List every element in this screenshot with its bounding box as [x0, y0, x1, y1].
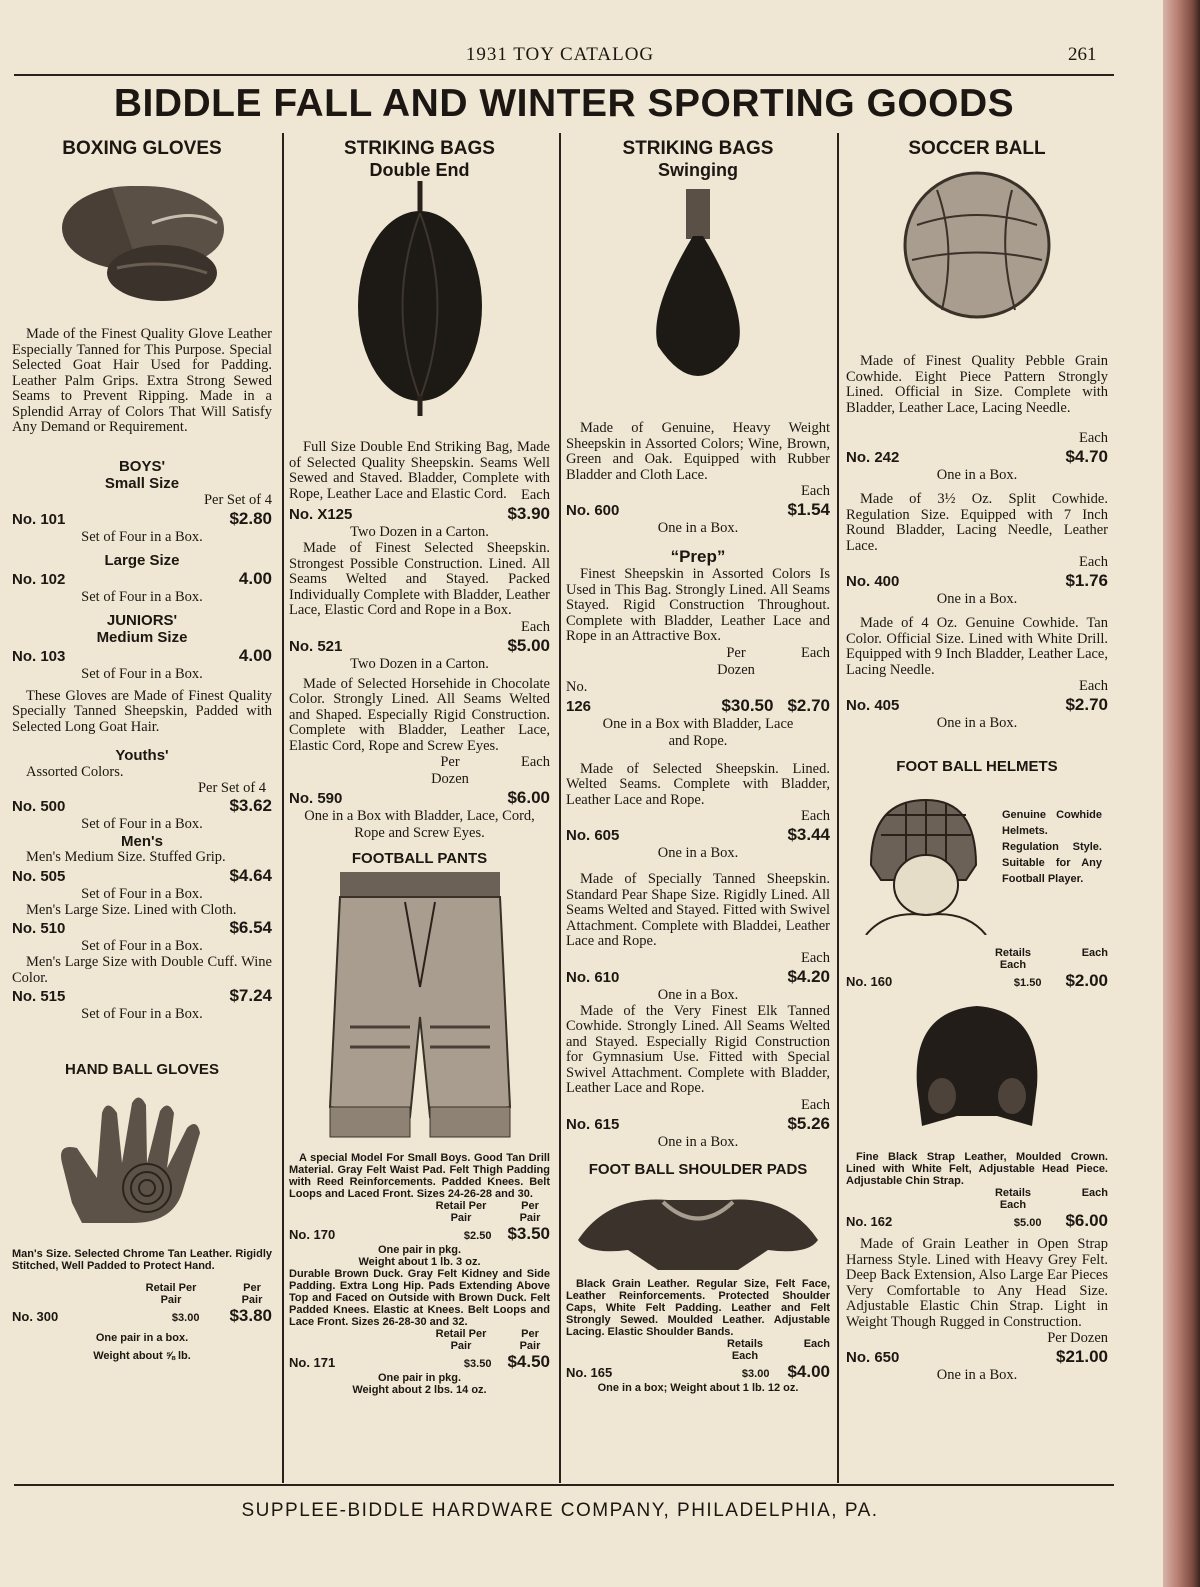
- retail-label: Retails Each: [994, 947, 1032, 971]
- section-subheading: Double End: [369, 160, 470, 180]
- mens-heading: Men's: [121, 833, 163, 850]
- item-row-405: [846, 695, 1108, 715]
- each-label: Each: [801, 949, 830, 966]
- each-label: Each: [1079, 678, 1108, 694]
- each-label: Each: [801, 644, 830, 661]
- assorted-colors: Assorted Colors.: [26, 764, 124, 780]
- retail-price: $1.50: [1013, 977, 1042, 989]
- item-price: $6.00: [1065, 1211, 1108, 1230]
- item-price: $21.00: [1056, 1347, 1108, 1366]
- header-rule: [14, 74, 1114, 76]
- item-desc: Made of the Very Finest Elk Tanned Cowhide. Strongly Lined. All Seams Welted and Stayed. Especially Rigid Construction for Gymnasium Use. Fitted with Special Swivel Attachment. Complete with Bladder, Leather Lace and Rope.: [566, 1002, 830, 1096]
- soccer-ball-image: [846, 160, 1108, 330]
- item-price: $5.00: [507, 635, 550, 655]
- section-heading: FOOT BALL SHOULDER PADS: [588, 1160, 808, 1178]
- price-headings: [846, 1187, 1108, 1211]
- each-label: Each: [801, 483, 830, 499]
- price-headings: [289, 754, 550, 788]
- item-price: $4.00: [787, 1361, 830, 1381]
- item-row-615: [566, 1114, 830, 1134]
- each-label: Each: [801, 808, 830, 824]
- item-row-650: [846, 1347, 1108, 1367]
- section-heading: SOCCER BALL: [908, 138, 1046, 159]
- item-number: No. 300: [12, 1309, 59, 1324]
- section-heading: STRIKING BAGS: [622, 138, 774, 159]
- item-note: Weight about 1 lb. 3 oz.: [358, 1256, 481, 1268]
- item-note: One in a Box.: [657, 986, 739, 1003]
- item-number: No. 600: [566, 502, 620, 519]
- item-note: One in a Box with Bladder, Lace, Cord, Rope and Screw Eyes.: [304, 808, 535, 841]
- item-desc: Made of Specially Tanned Sheepskin. Standard Pear Shape Size. Rigidly Lined. All Seams Welted and Stayed. Fitted with Swivel Attachment. Complete with Bladdei, Leather Lace and Rope.: [566, 871, 830, 949]
- item-note: Set of Four in a Box.: [81, 665, 203, 682]
- column-divider: [282, 133, 284, 1483]
- item-desc: Made of Selected Sheepskin. Lined. Welted Seams. Complete with Bladder, Leather Lace and Rope.: [566, 760, 830, 808]
- item-note: One in a Box.: [936, 591, 1018, 607]
- item-number: No. 515: [12, 988, 66, 1005]
- each-label: Each: [1079, 430, 1108, 446]
- swinging-bag-image: [566, 181, 830, 381]
- section-heading: STRIKING BAGS: [344, 138, 495, 159]
- helmet-desc: Genuine Cowhide Helmets. Regulation Style. Suitable for Any Football Player.: [1002, 809, 1102, 885]
- item-price: $1.76: [1065, 571, 1108, 590]
- item-price: $1.54: [787, 500, 830, 519]
- item-row-510: [12, 918, 272, 938]
- youths-heading: Youths': [115, 747, 169, 764]
- book-binding-edge: [1163, 0, 1200, 1587]
- shoulder-pads-desc: Black Grain Leather. Regular Size, Felt Face, Leather Reinforcements. Protected Shoulder Caps, White Felt Padding. Leather and Felt Strongly Sewed. Moulded Leather. Adjustable Lacing. Elastic Shoulder Bands.: [566, 1277, 830, 1338]
- item-number: 126: [566, 697, 592, 715]
- item-note: One in a Box.: [657, 1133, 739, 1150]
- item-number: No. 615: [566, 1115, 620, 1133]
- item-desc: Fine Black Strap Leather, Moulded Crown. Lined with White Felt, Adjustable Head Piece. Adjustable Chin Strap.: [846, 1151, 1108, 1187]
- item-row-126: [566, 696, 830, 716]
- item-number: No. 650: [846, 1349, 900, 1366]
- retail-label: Retail Per Pair: [435, 1328, 487, 1352]
- item-price: $7.24: [229, 986, 272, 1005]
- each-label: Each: [521, 754, 550, 770]
- boxing-gloves-desc: Made of the Finest Quality Glove Leather Especially Tanned for This Purpose. Special Selected Goat Hair Used for Padding. Leather Palm Grips. Extra Strong Sewed Seams to Prevent Ripping. Made in a Splendid Array of Colors That Will Satisfy Any Demand or Requirement.: [12, 326, 272, 435]
- item-number: No. 400: [846, 573, 900, 590]
- item-row-600: [566, 500, 830, 520]
- each-label: Each: [801, 1096, 830, 1113]
- price-headings: [289, 1200, 550, 1224]
- item-price: $3.80: [229, 1306, 272, 1325]
- section-heading: FOOT BALL HELMETS: [896, 758, 1058, 775]
- pants-desc: A special Model For Small Boys. Good Tan Drill Material. Gray Felt Waist Pad. Felt Thigh Padding with Reed Reinforcements. Padded Knees. Belt Loops and Laced Front. Sizes 24-26-28 and 30.: [289, 1152, 550, 1200]
- item-price: $2.70: [787, 695, 830, 715]
- price-headings: [566, 1338, 830, 1362]
- item-number: No. 610: [566, 968, 620, 986]
- retail-price: $3.00: [171, 1312, 200, 1324]
- item-price: $2.80: [229, 508, 272, 528]
- column-striking-bags-double: [289, 138, 550, 1396]
- per-dozen-label: Per Dozen: [1047, 1330, 1108, 1346]
- item-number: No. 510: [12, 920, 66, 937]
- item-price: $4.64: [229, 865, 272, 885]
- retail-label: Retail Per Pair: [145, 1282, 197, 1306]
- item-row-610: [566, 967, 830, 987]
- item-row-x125: [289, 504, 550, 524]
- item-price: 4.00: [238, 568, 272, 588]
- juniors-desc: These Gloves are Made of Finest Quality Specially Tanned Sheepskin, Padded with Selected Long Goat Hair.: [12, 687, 272, 735]
- item-number: No. 160: [846, 974, 893, 989]
- item-row-101: [12, 509, 272, 529]
- item-row-160: [846, 971, 1108, 991]
- item-note: One pair in a box.: [95, 1332, 189, 1344]
- item-price: $3.62: [229, 796, 272, 815]
- item-row-515: [12, 986, 272, 1006]
- item-note: Two Dozen in a Carton.: [350, 655, 489, 672]
- footer-rule: [14, 1484, 1114, 1486]
- item-price: $2.00: [1065, 971, 1108, 990]
- item-number: No. 500: [12, 798, 66, 815]
- helmet-block: [846, 785, 1108, 935]
- item-price: $5.26: [787, 1113, 830, 1133]
- page-title: BIDDLE FALL AND WINTER SPORTING GOODS: [113, 82, 1015, 125]
- per-dozen-label: Per Dozen: [717, 644, 755, 678]
- price-headings: [846, 947, 1108, 971]
- per-label: Per Pair: [241, 1282, 263, 1306]
- item-row-505: [12, 866, 272, 886]
- item-desc: Made of Selected Horsehide in Chocolate Color. Strongly Lined. All Seams Welted and Shaped. Especially Rigid Construction. Complete with Bladder, Leather Lace, Elastic Cord, Rope and Screw Eyes.: [289, 675, 550, 754]
- item-price: $4.70: [1065, 447, 1108, 466]
- per-label: Per Pair: [519, 1200, 541, 1224]
- boxing-gloves-image: [12, 160, 272, 315]
- item-number: No. 162: [846, 1214, 893, 1229]
- item-desc: Men's Large Size with Double Cuff. Wine Color.: [12, 954, 272, 986]
- section-heading: BOXING GLOVES: [62, 138, 222, 159]
- item-row-521: [289, 636, 550, 656]
- item-note: Set of Four in a Box.: [81, 528, 203, 545]
- item-number: No. 605: [566, 827, 620, 844]
- soccer-desc: Made of Finest Quality Pebble Grain Cowhide. Eight Piece Pattern Strongly Lined. Official in Size. Complete with Bladder, Leather Lace, Lacing Needle.: [846, 353, 1108, 416]
- item-note: One in a Box.: [936, 715, 1018, 731]
- column-striking-bags-swinging: [566, 138, 830, 1394]
- item-note: One pair in pkg.: [377, 1372, 462, 1384]
- prep-desc: Finest Sheepskin in Assorted Colors Is Used in This Bag. Strongly Lined. All Seams Stayed. Rigid Construction Throughout. Complete with Bladder, Leather Lace and Rope in an Attractive Box.: [566, 566, 830, 644]
- item-price: $3.44: [787, 825, 830, 844]
- item-number: No. 165: [566, 1364, 613, 1380]
- swinging-desc: Made of Genuine, Heavy Weight Sheepskin in Assorted Colors; Wine, Brown, Green and Oak. Equipped with Rubber Bladder and Cloth Lace.: [566, 420, 830, 483]
- each-label: Each: [521, 487, 550, 503]
- item-number: No. 170: [289, 1227, 336, 1242]
- item-row-170: [289, 1224, 550, 1244]
- hand-ball-desc: Man's Size. Selected Chrome Tan Leather. Rigidly Stitched, Well Padded to Protect Hand.: [12, 1248, 272, 1272]
- item-price: $3.50: [507, 1224, 550, 1243]
- item-row-165: [566, 1362, 830, 1382]
- item-number: No. 102: [12, 570, 66, 588]
- item-row-400: [846, 571, 1108, 591]
- each-label: Each: [1081, 1187, 1108, 1199]
- item-number: No. 505: [12, 867, 66, 885]
- running-head: 1931 TOY CATALOG: [465, 44, 655, 65]
- double-end-desc: Full Size Double End Striking Bag, Made of Selected Quality Sheepskin. Seams Well Sewed and Staved. Bladder, Complete with Rope, Leather Lace and Elastic Cord.: [289, 439, 550, 502]
- item-row-102: [12, 569, 272, 589]
- item-note: One in a Box with Bladder, Lace and Rope.: [602, 715, 794, 749]
- pants-desc: Durable Brown Duck. Gray Felt Kidney and Side Padding. Extra Long Hip. Pads Extending Above Top and Faced on Outside with Brown Duck. Felt Padded Knees. Elastic at Knees. Belt Loops and Lace Front. Sizes 26-28-30 and 32.: [289, 1268, 550, 1328]
- helmet-boy-image: [846, 785, 996, 935]
- per-label: Per Pair: [519, 1328, 541, 1352]
- per-set-label: Per Set of 4: [203, 491, 272, 508]
- item-row-500: [12, 796, 272, 816]
- item-desc: Made of Grain Leather in Open Strap Harness Style. Lined with Heavy Grey Felt. Deep Back Extension, Also Large Ear Pieces Very Comfortable to Any Head Size. Adjustable Elastic Chin Strap. Light in Weight Though Rugged in Construction.: [846, 1236, 1108, 1330]
- item-note: Weight about 2 lbs. 14 oz.: [352, 1384, 487, 1396]
- item-note: One in a box; Weight about 1 lb. 12 oz.: [597, 1381, 799, 1394]
- item-desc: Made of 3½ Oz. Split Cowhide. Regulation Size. Equipped with 7 Inch Round Bladder, Lacing Needle, Leather Lace.: [846, 491, 1108, 554]
- retail-price: $3.00: [741, 1367, 770, 1380]
- column-soccer-ball: [846, 138, 1108, 1384]
- football-pants-image: [289, 867, 550, 1152]
- no-label: No.: [566, 678, 588, 695]
- each-label: Each: [521, 618, 550, 635]
- boys-heading: BOYS': [118, 457, 166, 475]
- section-heading: HAND BALL GLOVES: [65, 1061, 219, 1078]
- item-note: Set of Four in a Box.: [81, 588, 203, 605]
- price-headings: [566, 645, 830, 679]
- item-number: No. 521: [289, 637, 343, 655]
- item-note: Set of Four in a Box.: [81, 938, 203, 954]
- item-desc: Made of 4 Oz. Genuine Cowhide. Tan Color. Official Size. Lined with White Drill. Equipped with 9 Inch Bladder, Leather Lace, Lacing Needle.: [846, 615, 1108, 678]
- item-note: Set of Four in a Box.: [81, 816, 203, 832]
- item-row-300: [12, 1306, 272, 1326]
- item-number: No. 405: [846, 697, 900, 714]
- item-desc: Men's Medium Size. Stuffed Grip.: [26, 849, 226, 865]
- section-subheading: Swinging: [658, 160, 738, 180]
- retail-price: $5.00: [1013, 1217, 1042, 1229]
- retail-label: Retail Per Pair: [435, 1200, 487, 1224]
- small-size-heading: Small Size: [104, 474, 180, 492]
- item-price: $6.00: [507, 788, 550, 807]
- double-end-bag-image: [289, 181, 550, 416]
- page-number: 261: [1068, 44, 1097, 65]
- item-price: 4.00: [238, 645, 272, 665]
- item-price: $3.90: [507, 504, 550, 523]
- retail-label: Retails Each: [994, 1187, 1032, 1211]
- item-number: No. 242: [846, 449, 900, 466]
- item-row-242: [846, 447, 1108, 467]
- each-label: Each: [1081, 947, 1108, 959]
- item-note: Two Dozen in a Carton.: [350, 524, 489, 540]
- per-set-label: Per Set of 4: [197, 780, 267, 796]
- leather-helmet-image: [846, 991, 1108, 1151]
- section-heading: FOOTBALL PANTS: [351, 850, 488, 867]
- retail-price: $3.50: [463, 1358, 492, 1370]
- page-footer: SUPPLEE-BIDDLE HARDWARE COMPANY, PHILADELPHIA, PA.: [241, 1500, 879, 1521]
- shoulder-pads-image: [566, 1178, 830, 1278]
- prep-heading: “Prep”: [670, 547, 726, 566]
- item-note: One pair in pkg.: [377, 1244, 462, 1256]
- item-row-605: [566, 825, 830, 845]
- hand-ball-glove-image: [12, 1078, 272, 1248]
- medium-size-heading: Medium Size: [96, 628, 188, 646]
- dozen-price: $30.50: [721, 695, 774, 715]
- item-row-162: [846, 1211, 1108, 1231]
- item-row-171: [289, 1352, 550, 1372]
- item-price: $6.54: [229, 918, 272, 937]
- item-desc: Men's Large Size. Lined with Cloth.: [26, 901, 237, 918]
- item-price: $4.20: [787, 966, 830, 986]
- item-price: $2.70: [1065, 695, 1108, 714]
- retail-label: Retails Each: [726, 1337, 764, 1362]
- item-note: Set of Four in a Box.: [81, 1006, 203, 1022]
- price-headings: [12, 1282, 272, 1306]
- item-number: No. 101: [12, 510, 66, 528]
- item-number: No. 171: [289, 1355, 336, 1370]
- large-size-heading: Large Size: [104, 551, 180, 569]
- item-price: $4.50: [507, 1352, 550, 1371]
- column-boxing-gloves: [12, 138, 272, 1362]
- item-note: One in a Box.: [936, 1367, 1018, 1383]
- item-number: No. X125: [289, 506, 353, 523]
- item-note: Set of Four in a Box.: [81, 885, 203, 902]
- item-note: Weight about ⅝ lb.: [93, 1350, 191, 1362]
- item-row-590: [289, 788, 550, 808]
- item-row-103: [12, 646, 272, 666]
- column-divider: [559, 133, 561, 1483]
- column-divider: [837, 133, 839, 1483]
- item-note: One in a Box.: [657, 845, 739, 861]
- item-number: No. 590: [289, 790, 343, 807]
- each-label: Each: [1079, 554, 1108, 570]
- item-note: One in a Box.: [657, 520, 739, 536]
- retail-price: $2.50: [463, 1230, 492, 1242]
- per-dozen-label: Per Dozen: [431, 754, 469, 787]
- item-number: No. 103: [12, 647, 66, 665]
- price-headings: [289, 1328, 550, 1352]
- item-note: One in a Box.: [936, 467, 1018, 483]
- item-desc: Made of Finest Selected Sheepskin. Strongest Possible Construction. Lined. All Seams Welted and Stayed. Packed Individually Complete with Bladder, Leather Lace, Elastic Cord and Rope in a Box.: [289, 540, 550, 618]
- each-label: Each: [803, 1337, 830, 1350]
- juniors-heading: JUNIORS': [106, 611, 178, 629]
